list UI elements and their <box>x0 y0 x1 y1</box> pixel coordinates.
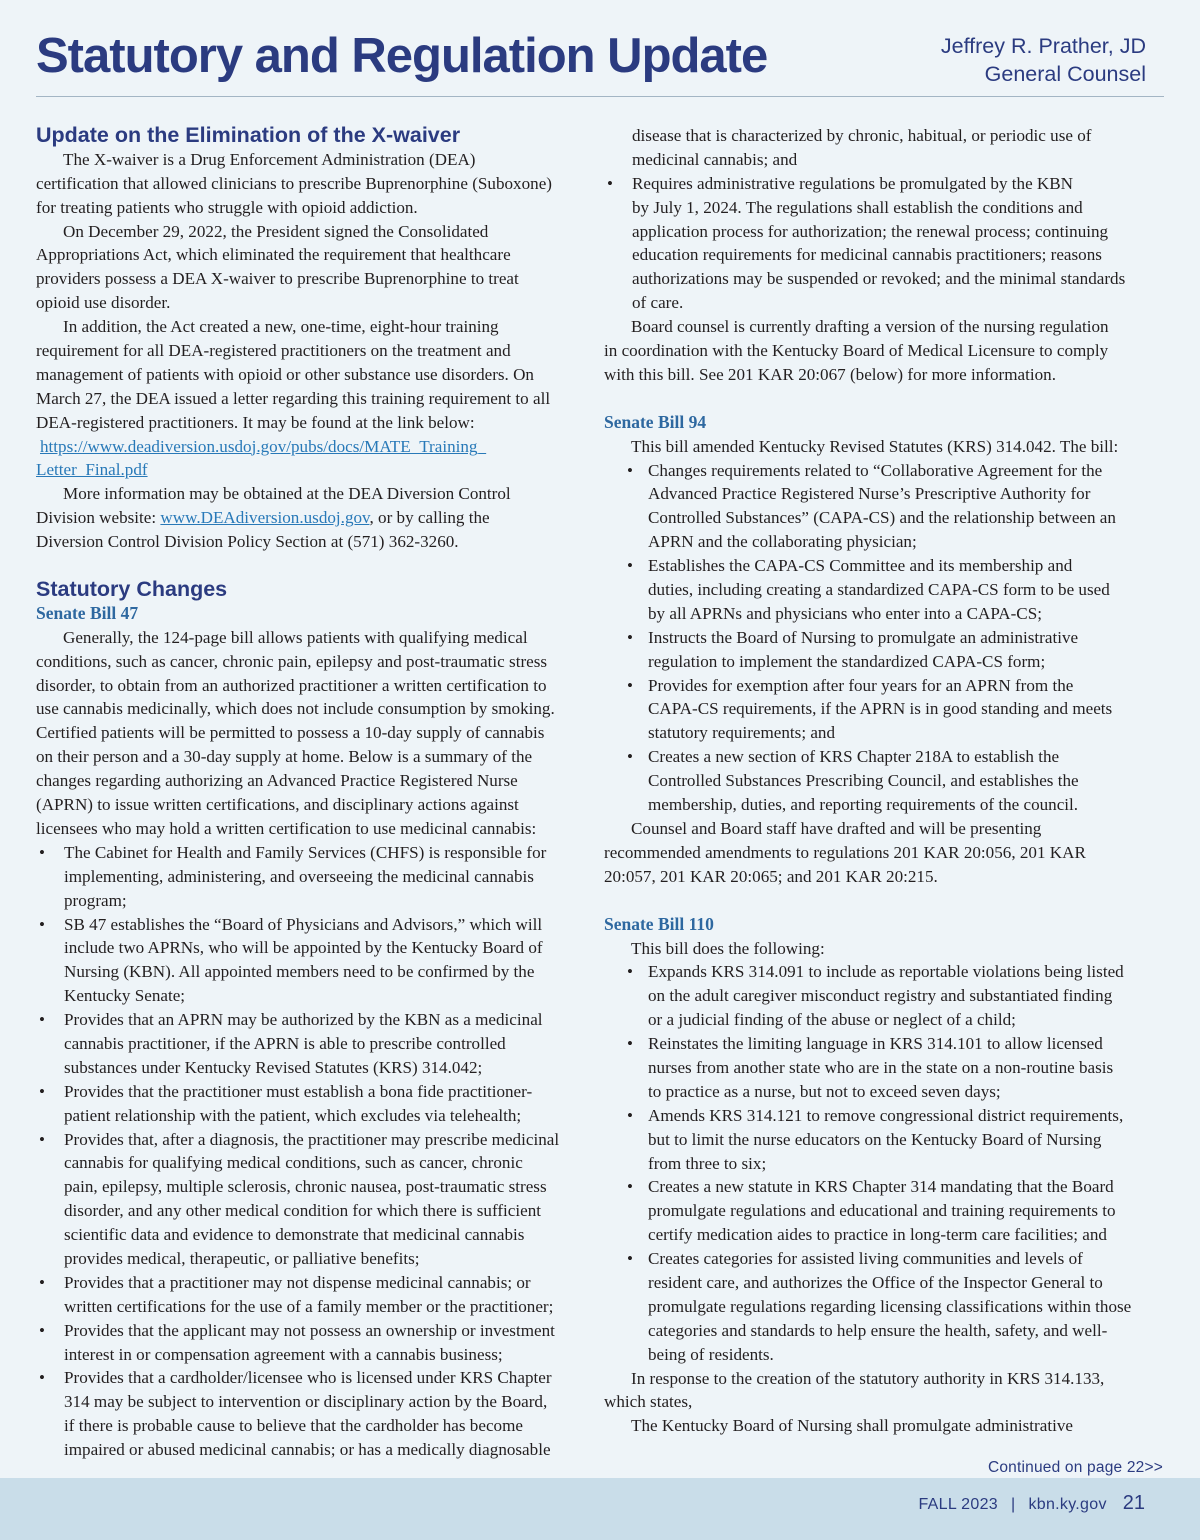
text-line: or a judicial finding of the abuse or neglect of a child; <box>648 1010 1016 1030</box>
text-segment: Division website: <box>36 508 161 528</box>
text-line: substances under Kentucky Revised Statutes (KRS) 314.042; <box>64 1057 483 1077</box>
text-line: Diversion Control Division Policy Section at (571) 362-3260. <box>36 532 459 552</box>
bullet-item <box>604 1032 1150 1104</box>
text-line: • SB 47 establishes the “Board of Physicians and Advisors,” which will <box>64 914 543 934</box>
bill-heading: Senate Bill 94 <box>604 411 707 432</box>
bullet-item-continued <box>604 124 1150 172</box>
text-line: • Requires administrative regulations be promulgated by the KBN <box>632 173 1074 193</box>
text-line: nurses from another state who are in the state on a non-routine basis <box>648 1057 1114 1077</box>
text-line: • Provides that the practitioner must establish a bona fide practitioner- <box>64 1081 533 1101</box>
text-line: Nursing (KBN). All appointed members need to be confirmed by the <box>64 962 535 982</box>
text-line: by July 1, 2024. The regulations shall establish the conditions and <box>632 197 1083 217</box>
bullet-item <box>604 459 1150 555</box>
text-line: certification that allowed clinicians to prescribe Buprenorphine (Suboxone) <box>36 173 552 193</box>
bullet-item <box>36 913 578 1009</box>
text-line: on their person and a 30-day supply at home. Below is a summary of the <box>36 747 533 767</box>
paragraph <box>36 148 578 220</box>
text-line: requirement for all DEA-registered practitioners on the treatment and <box>36 341 511 361</box>
text-line: In addition, the Act created a new, one-time, eight-hour training <box>63 317 499 337</box>
text-line: disorder, and any other medical condition for which there is sufficient <box>64 1201 542 1221</box>
text-line: certify medication aides to practice in long-term care facilities; and <box>648 1225 1107 1245</box>
text-line: • Amends KRS 314.121 to remove congressional district requirements, <box>648 1105 1124 1125</box>
right-column <box>604 124 1150 1438</box>
text-line: include two APRNs, who will be appointed by the Kentucky Board of <box>64 938 543 958</box>
text-line: from three to six; <box>648 1153 767 1173</box>
author-role: General Counsel <box>984 62 1146 86</box>
text-line: DEA-registered practitioners. It may be found at the link below: <box>36 412 475 432</box>
text-line: • Provides that a cardholder/licensee who is licensed under KRS Chapter <box>64 1368 552 1388</box>
text-line: categories and standards to help ensure the health, safety, and well- <box>648 1320 1108 1340</box>
text-line: authorizations may be suspended or revoked; and the minimal standards <box>632 269 1126 289</box>
text-line: changes regarding authorizing an Advanced Practice Registered Nurse <box>36 771 518 791</box>
bullet-item <box>36 1080 578 1128</box>
text-line: education requirements for medicinal cannabis practitioners; reasons <box>632 245 1102 265</box>
link-block <box>36 435 578 483</box>
title-divider <box>36 96 1164 97</box>
paragraph <box>36 315 578 434</box>
text-line: implementing, administering, and overseeing the medicinal cannabis <box>64 866 534 886</box>
text-line: opioid use disorder. <box>36 293 171 313</box>
text-line: • Creates a new section of KRS Chapter 218A to establish the <box>648 747 1060 767</box>
bullet-item <box>604 674 1150 746</box>
text-line: Kentucky Senate; <box>64 986 186 1006</box>
bullet-item <box>36 1319 578 1367</box>
paragraph <box>36 220 578 316</box>
bullet-item <box>604 1247 1150 1366</box>
text-line: • Provides that a practitioner may not dispense medicinal cannabis; or <box>64 1272 531 1292</box>
paragraph <box>604 817 1150 889</box>
text-line: This bill does the following: <box>631 938 825 958</box>
text-line: licensees who may hold a written certification to use medicinal cannabis: <box>36 818 537 838</box>
text-line: pain, epilepsy, multiple sclerosis, chronic nausea, post-traumatic stress <box>64 1177 547 1197</box>
paragraph <box>36 482 578 554</box>
text-line: conditions, such as cancer, chronic pain, epilepsy and post-traumatic stress <box>36 651 548 671</box>
text-line: which states, <box>604 1392 693 1412</box>
text-line: • Instructs the Board of Nursing to promulgate an administrative <box>648 627 1079 647</box>
text-line: • The Cabinet for Health and Family Services (CHFS) is responsible for <box>64 842 547 862</box>
bullet-item <box>36 1366 578 1462</box>
text-line: regulation to implement the standardized CAPA-CS form; <box>648 651 1046 671</box>
text-line: to practice as a nurse, but not to exceed seven days; <box>648 1081 1001 1101</box>
bullet-item <box>604 626 1150 674</box>
text-line: medicinal cannabis; and <box>632 149 798 169</box>
text-line <box>36 458 578 482</box>
bullet-item <box>36 1271 578 1319</box>
bullet-item <box>36 1128 578 1271</box>
bullet-item <box>604 554 1150 626</box>
text-line: • Provides for exemption after four years for an APRN from the <box>648 675 1074 695</box>
left-column <box>36 124 578 1462</box>
text-line: Certified patients will be permitted to possess a 10-day supply of cannabis <box>36 723 545 743</box>
bullet-item <box>36 1008 578 1080</box>
text-line: use cannabis medicinally, which does not include consumption by smoking. <box>36 699 555 719</box>
text-line: scientific data and evidence to demonstrate that medicinal cannabis <box>64 1225 525 1245</box>
text-line: management of patients with opioid or other substance use disorders. On <box>36 364 534 384</box>
text-line: written certifications for the use of a family member or the practitioner; <box>64 1296 554 1316</box>
paragraph <box>604 315 1150 387</box>
bullet-item <box>604 1104 1150 1176</box>
paragraph <box>604 435 1150 459</box>
text-line: membership, duties, and reporting requirements of the council. <box>648 795 1079 815</box>
text-line: impaired or abused medicinal cannabis; or has a medically diagnosable <box>64 1440 551 1460</box>
text-line: Generally, the 124-page bill allows patients with qualifying medical <box>63 627 528 647</box>
text-line: promulgate regulations regarding licensing classifications within those <box>648 1296 1132 1316</box>
paragraph <box>36 626 578 841</box>
bill-heading: Senate Bill 110 <box>604 913 714 934</box>
text-line: • Creates categories for assisted living communities and levels of <box>648 1249 1083 1269</box>
text-line: More information may be obtained at the DEA Diversion Control <box>63 484 511 504</box>
continued-note[interactable]: Continued on page 22>> <box>987 1459 1163 1476</box>
text-line: by all APRNs and physicians who enter into a CAPA-CS; <box>648 603 1042 623</box>
text-line: for treating patients who struggle with opioid addiction. <box>36 197 418 217</box>
text-line: duties, including creating a standardized CAPA-CS form to be used <box>648 580 1110 600</box>
text-line: (APRN) to issue written certifications, and disciplinary actions against <box>36 795 519 815</box>
text-line: patient relationship with the patient, which excludes via telehealth; <box>64 1105 522 1125</box>
site-link[interactable]: kbn.ky.gov <box>1028 1496 1107 1513</box>
text-line: Advanced Practice Registered Nurse’s Prescriptive Authority for <box>648 484 1091 504</box>
text-line: providers possess a DEA X-waiver to prescribe Buprenorphine to treat <box>36 269 519 289</box>
text-line: program; <box>64 890 127 910</box>
text-line: • Changes requirements related to “Collaborative Agreement for the <box>648 460 1103 480</box>
text-line: interest in or compensation agreement with a cannabis business; <box>64 1344 503 1364</box>
text-line: CAPA-CS requirements, if the APRN is in good standing and meets <box>648 699 1113 719</box>
text-line: recommended amendments to regulations 201 KAR 20:056, 201 KAR <box>604 842 1086 862</box>
text-line: provides medical, therapeutic, or palliative benefits; <box>64 1248 420 1268</box>
text-line: with this bill. See 201 KAR 20:067 (below) for more information. <box>604 364 1056 384</box>
text-line: disease that is characterized by chronic, habitual, or periodic use of <box>632 126 1092 145</box>
text-line: • Provides that, after a diagnosis, the practitioner may prescribe medicinal <box>64 1129 560 1149</box>
bullet-item <box>604 172 1150 315</box>
text-line: • Provides that the applicant may not possess an ownership or investment <box>64 1320 555 1340</box>
text-line: On December 29, 2022, the President signed the Consolidated <box>63 221 489 241</box>
bullet-item <box>604 745 1150 817</box>
text-line: • Creates a new statute in KRS Chapter 314 mandating that the Board <box>648 1177 1114 1197</box>
text-line: resident care, and authorizes the Office of the Inspector General to <box>648 1272 1103 1292</box>
bullet-item <box>604 1175 1150 1247</box>
author-block <box>941 32 1146 88</box>
text-line: APRN and the collaborating physician; <box>648 532 917 552</box>
link-url[interactable]: www.DEAdiversion.usdoj.gov <box>160 508 370 528</box>
text-line: cannabis practitioner, if the APRN is able to prescribe controlled <box>64 1033 506 1053</box>
text-line: The X-waiver is a Drug Enforcement Administration (DEA) <box>63 149 476 169</box>
text-line: • Expands KRS 314.091 to include as reportable violations being listed <box>648 962 1124 982</box>
link-url[interactable]: https://www.deadiversion.usdoj.gov/pubs/docs/MATE_Training_ <box>40 436 487 456</box>
text-line: disorder, to obtain from an authorized practitioner a written certification to <box>36 675 547 695</box>
text-line: Appropriations Act, which eliminated the requirement that healthcare <box>36 245 511 265</box>
text-line: statutory requirements; and <box>648 723 836 743</box>
text-line: • Reinstates the limiting language in KRS 314.101 to allow licensed <box>648 1034 1103 1054</box>
text-line: March 27, the DEA issued a letter regarding this training requirement to all <box>36 388 551 408</box>
paragraph <box>604 937 1150 961</box>
text-line: application process for authorization; the renewal process; continuing <box>632 221 1109 241</box>
link-url[interactable]: Letter_Final.pdf <box>36 460 148 480</box>
paragraph <box>604 1367 1150 1415</box>
text-line: Controlled Substances Prescribing Council, and establishes the <box>648 771 1079 791</box>
text-line: Controlled Substances” (CAPA-CS) and the relationship between an <box>648 508 1116 528</box>
bill-heading: Senate Bill 47 <box>36 602 139 623</box>
text-line <box>36 435 578 459</box>
text-segment: , or by calling the <box>369 508 490 528</box>
text-line <box>36 506 578 530</box>
text-line: • Establishes the CAPA-CS Committee and its membership and <box>648 556 1073 576</box>
author-name: Jeffrey R. Prather, JD <box>940 34 1146 58</box>
footer <box>918 1491 1145 1517</box>
text-line: This bill amended Kentucky Revised Statutes (KRS) 314.042. The bill: <box>631 436 1119 456</box>
text-line: 314 may be subject to intervention or disciplinary action by the Board, <box>64 1392 548 1412</box>
paragraph <box>604 1414 1150 1438</box>
text-line: on the adult caregiver misconduct registry and substantiated finding <box>648 986 1113 1006</box>
text-line: Counsel and Board staff have drafted and will be presenting <box>631 818 1042 838</box>
bullet-item <box>36 841 578 913</box>
text-line: In response to the creation of the statutory authority in KRS 314.133, <box>631 1368 1105 1388</box>
text-line: Board counsel is currently drafting a version of the nursing regulation <box>631 317 1109 337</box>
text-line: of care. <box>632 293 684 313</box>
page-number: 21 <box>1122 1492 1145 1514</box>
bullet-item <box>604 960 1150 1032</box>
section-heading: Statutory Changes <box>36 577 228 602</box>
text-line: promulgate regulations and educational and training requirements to <box>648 1201 1116 1221</box>
text-line: cannabis for qualifying medical conditions, such as cancer, chronic <box>64 1153 523 1173</box>
text-line: but to limit the nurse educators on the Kentucky Board of Nursing <box>648 1129 1102 1149</box>
text-line: The Kentucky Board of Nursing shall promulgate administrative <box>631 1416 1073 1436</box>
text-line: being of residents. <box>648 1344 774 1364</box>
text-line: • Provides that an APRN may be authorized by the KBN as a medicinal <box>64 1010 543 1030</box>
text-line: 20:057, 201 KAR 20:065; and 201 KAR 20:215. <box>604 866 938 886</box>
footer-separator: | <box>1010 1496 1016 1513</box>
text-line: in coordination with the Kentucky Board of Medical Licensure to comply <box>604 341 1109 361</box>
issue-label: FALL 2023 <box>918 1496 998 1513</box>
text-line: if there is probable cause to believe that the cardholder has become <box>64 1416 523 1436</box>
section-heading: Update on the Elimination of the X-waiver <box>36 123 461 147</box>
page-title: Statutory and Regulation Update <box>36 29 768 83</box>
